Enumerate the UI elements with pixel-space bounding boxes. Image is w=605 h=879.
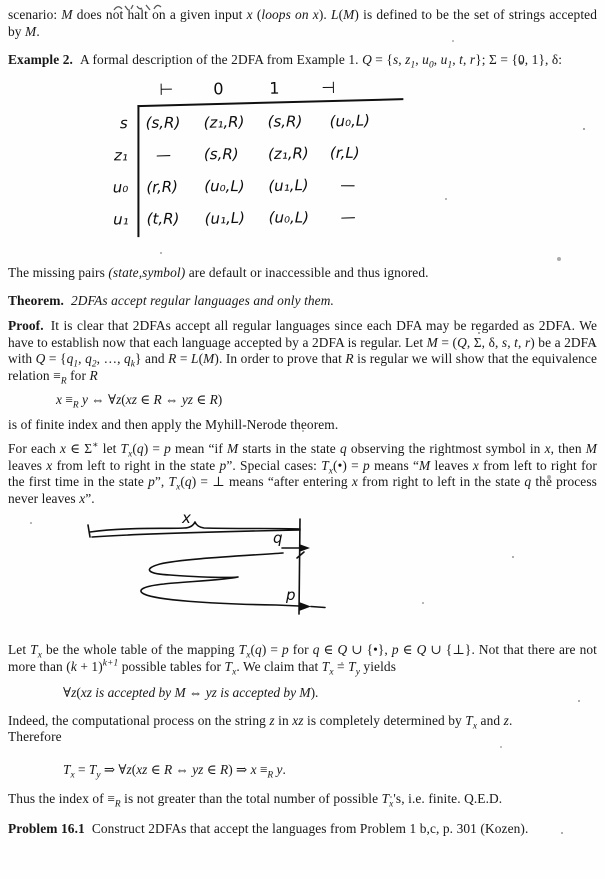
table-cell: (u₁,L) [204,208,246,228]
smudge-stroke [114,5,161,10]
equation-equivalence-relation: $x \equiv_R$ y ⇔ ∀z(xz ∈ R ⇔ yz ∈ R) [56,392,223,412]
diagram-boundary-line [299,519,300,614]
paragraph-theorem [8,293,597,310]
diagram-computation-path [141,553,299,606]
problem-text: Construct 2DFAs that accept the languages from Problem 1 b,c, p. 301 (Kozen). [91,821,529,837]
table-cell: (r,L) [329,143,360,162]
paragraph-therefore: Therefore [8,729,62,745]
table-cell: (s,R) [267,112,303,131]
proof-label: Proof. [8,317,44,333]
header-symbol-1: 1 [269,78,280,98]
paragraph-missing-pairs: The missing pairs (state,symbol) are default or inaccessible and thus ignored. [8,264,429,280]
table-cell: — [340,175,356,194]
paragraph-finite-index: is of finite index and then apply the Myhill-Nerode theorem. [8,417,339,433]
example2-text: A formal description of the 2DFA from Example 1. Q = {s, $z_1$, $u_0$, $u_1$, t, r}; Σ = {0, 1}, δ: [79,52,563,71]
paragraph-scenario: scenario: M does not halt on a given input x (loops on x). L(M) is defined to be the set of strings accepted by M. [8,7,598,39]
example2-label: Example 2. [8,52,73,68]
equation-forall-accepted: ∀z(xz is accepted by M ⇔ yz is accepted by M). [63,684,319,700]
table-cell: (r,R) [146,177,179,197]
table-cell: (u₀,L) [268,208,310,227]
paragraph-indeed: Indeed, the computational process on the string z in xz is completely determined by $T_x$ and z. [8,712,513,732]
proof-text: It is clear that 2DFAs accept all regular languages since each DFA may be regarded as 2DFA. We have to establish now that each language accepted by a 2DFA is regular. Let M = (Q, Σ, δ, s, t, r) be a 2DFA with $Q = \{q_1$, $q_2$, …, $q_k$} and R = L(M). In order to prove that R is regular we will show that the equivalence relation $\equiv_R$ for R [8,317,598,387]
theorem-text: 2DFAs accept regular languages and only them. [70,293,334,309]
diagram-exit-line [311,607,325,608]
paragraph-foreach-table-def: For each x ∈ Σ∗ let $T_x(q) = p$ mean “if M starts in the state q observing the rightmost symbol in x, then M leaves x from left to right in the state p”. Special cases: $T_x(•) = p$ means “M leaves x from left to right for the first time in the state p”, $T_x(q)$ = ⊥ means “after entering x from right to left in the state q the process never leaves x”. [8,440,597,506]
table-body [93,104,380,235]
diagram-label-x: x [182,512,191,528]
paragraph-proof [8,317,598,387]
header-left-endmarker: ⊢ [159,79,174,99]
table-cell: (z₁,R) [203,112,245,132]
diagram-brace [88,522,300,537]
equation-therefore: $T_x = T_y$ ⇒ ∀z(xz ∈ R ⇔ yz ∈ R) ⇒ $x \equiv_R$ y. [63,761,286,781]
table-cell: (s,R) [145,113,181,132]
table-cell: (s,R) [203,144,239,163]
table-cell: — [340,207,356,226]
paragraph-example2 [8,52,597,69]
state-label: z₁ [114,146,128,165]
paragraph-let-table: Let $T_x$ be the whole table of the mapping $T_x(q) = p$ for q ∈ Q ∪ {•}, p ∈ Q ∪ {⊥}. Not that there are not more than $(k + 1)^{k+1}$ possible tables for $T_x$. We claim that $T_x = T_y$ yields [8,642,597,678]
paragraph-thus-qed: Thus the index of $\equiv_R$ is not greater than the total number of possible $T_x's$, i.e. finite. Q.E.D. [8,790,503,810]
scan-smudge [110,1,170,14]
state-label: u₀ [112,177,129,197]
state-label: u₁ [113,210,129,229]
diagram-exit-arrowhead [299,602,311,611]
header-right-endmarker: ⊣ [321,77,336,97]
diagram-entry-arrowhead [299,544,310,552]
scan-noise [0,0,2,2]
theorem-label: Theorem. [8,293,64,309]
table-cell: (t,R) [146,209,180,228]
table-cell: (z₁,R) [267,143,310,164]
table-cell: — [155,145,172,164]
table-cell: (u₀,L) [329,111,371,131]
state-label: s [119,113,128,132]
computation-diagram [80,512,450,632]
header-symbol-0: 0 [213,78,224,99]
diagram-label-p: p [286,586,296,605]
delta-transition-table [93,79,395,238]
diagram-label-q: q [273,529,283,548]
table-cell: (u₁,L) [268,175,309,196]
table-cell: (u₀,L) [204,176,245,196]
paragraph-problem [8,821,597,838]
problem-label: Problem 16.1 [8,821,85,837]
